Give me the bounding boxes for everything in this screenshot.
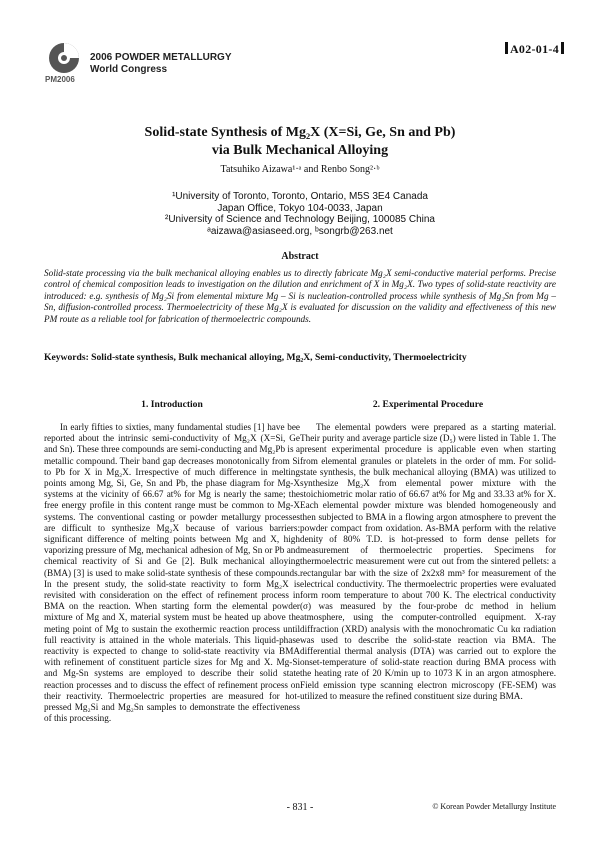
paper-title-line2: via Bulk Mechanical Alloying [211, 143, 389, 158]
affiliation-line: Japan Office, Tokyo 104-0033, Japan [217, 202, 383, 214]
affiliation-emails: ᵃaizawa@asiaseed.org, ᵇsongrb@263.net [207, 225, 393, 237]
conference-name-line1: 2006 POWDER METALLURGY [90, 52, 232, 63]
affiliations [0, 191, 600, 237]
affiliation-line: ¹University of Toronto, Toronto, Ontario, M5S 3E4 Canada [172, 191, 428, 202]
abstract-text: Solid-state processing via the bulk mechanical alloying enables us to directly fabricate Mg₂X semi-conductive material performs. Precise control of chemical composition leads to investigation on the dilution and enrichment of X in Mg₂X. Two types of solid-state reactivity are introduced: e.g. synthesis of Mg₂Si from elemental mixture Mg – Si is nucleation-controlled process while synthesis of Mg₂Sn from Mg – Sn, diffusion-controlled process. Thermoelectricity of these Mg₂X is evaluated for discussion on the validity and effectiveness of this new PM route as a reliable tool for fabrication of thermoelectric compounds. [44, 268, 556, 324]
experimental-heading: 2. Experimental Procedure [372, 399, 484, 410]
paper-code: A02-01-4 [509, 42, 559, 56]
experimental-paragraph: The elemental powders were prepared as a starting material. Their purity and average particle size (D₅) were listed in Table 1. The present experimental procedure is applicable even when starting from elemental granules or platelets in the order of mm. For solid-state synthesis, the bulk mechanical alloying (BMA) was utilized to synthesize Mg₂X from elemental power mixture with the stoichiometric molar ratio of 66.67 at% for Mg and 33.33 at% for X. Each elemental powder mixture was blended homogeneously and then subjected to BMA in a flowing argon atmosphere to prevent the powder compact from oxidation. As-BMA perform with the relative denity of 80% T.D. is hot-pressed to form dense pellets for measurement of thermoelectric properties. Specimens for thermoelectric measurement were cut out from the sintered pellets: a rectangular bar with the size of 2x2x8 mm³ for measurement of the electrical conductivity. The thermoelectric properties were evaluated form room temperature to about 700 K. The electrical conductivity (σ) was measured by the four-probe dc method in helium atmosphere, using the computer-controlled equipment. X-ray diffraction (XRD) analysis with the monochromatic Cu kα radiation was used to describe the solid-state reaction via BMA. The differential thermal analysis (DTA) was carried out to explore the onset-temperature of solid-state reaction during BMA process with the heating rate of 20 K/min up to 1073 K in an argon atmosphere. Field emission type scanning electron microscopy (FE-SEM) was utilized to measure the refined constituent size during BMA. [300, 422, 556, 701]
paper-authors: Tatsuhiko Aizawa¹·ᵃ and Renbo Song²·ᵇ [220, 164, 380, 175]
paper-code-badge [503, 42, 566, 57]
introduction-body [44, 422, 300, 724]
abstract-heading: Abstract [281, 251, 319, 262]
page-number: - 831 - [286, 802, 314, 813]
conference-name-line2: World Congress [90, 64, 168, 75]
copyright-notice: © Korean Powder Metallurgy Institute [432, 802, 556, 811]
introduction-heading: 1. Introduction [141, 399, 203, 410]
paper-title [0, 124, 600, 160]
affiliation-line: ²University of Science and Technology Beijing, 100085 China [165, 214, 435, 225]
paper-title-line1: Solid-state Synthesis of Mg₂X (X=Si, Ge, Sn and Pb) [144, 125, 456, 140]
logo-caption: PM2006 [45, 75, 75, 84]
experimental-body [300, 422, 556, 702]
conference-name [90, 52, 232, 76]
keywords: Keywords: Solid-state synthesis, Bulk mechanical alloying, Mg₂X, Semi-conductivity, Thermoelectricity [44, 352, 467, 363]
introduction-paragraph: In early fifties to sixties, many fundamental studies [1] have bee reported about the intrinsic semi-conductivity of Mg₂X (X=Si, Ge and Sn). These three compounds are semi-conducting and Mg₂Pb is a metallic compound. Their band gap decreases monotonically from Si to Pb for X in Mg₂X. Irrespective of much difference in melting points among Mg, Si, Ge, Sn and Pb, the phase diagram for Mg-X systems at the vicinity of 66.67 at% for Mg is nearly the same; the free energy profile in this content range must be common to Mg-X systems. The conventional casting or powder metallurgy processes are difficult to synthesize Mg₂X because of various barriers: significant difference of melting points between Mg and X, high vaporizing pressure of Mg, mechanical adhesion of Mg, Sn or Pb and chemical reactivity of Si and Ge [2]. Bulk mechanical alloying (BMA) [3] is used to make solid-state synthesis of these compounds. In the present study, the solid-state reactivity to form Mg₂X is revisited with consideration on the effect of refinement process in BMA on the reaction. When starting form the elemental powder mixture of Mg and X, material system must be heated up above the meting point of Mg to sustain the exothermic reaction process until full reactivity is attained in the whole materials. This liquid-phase reactivity is expected to change to solid-state reactivity via BMA with refinement of constituent particle sizes for Mg and X. Mg-Si and Mg-Sn systems are employed to describe their solid state reaction processes and to discuss the effect of refinement process on their reactivity. Thermoelectric properties are measured for hot-pressed Mg₂Si and Mg₂Sn samples to demonstrate the effectiveness of this processing. [44, 422, 300, 724]
